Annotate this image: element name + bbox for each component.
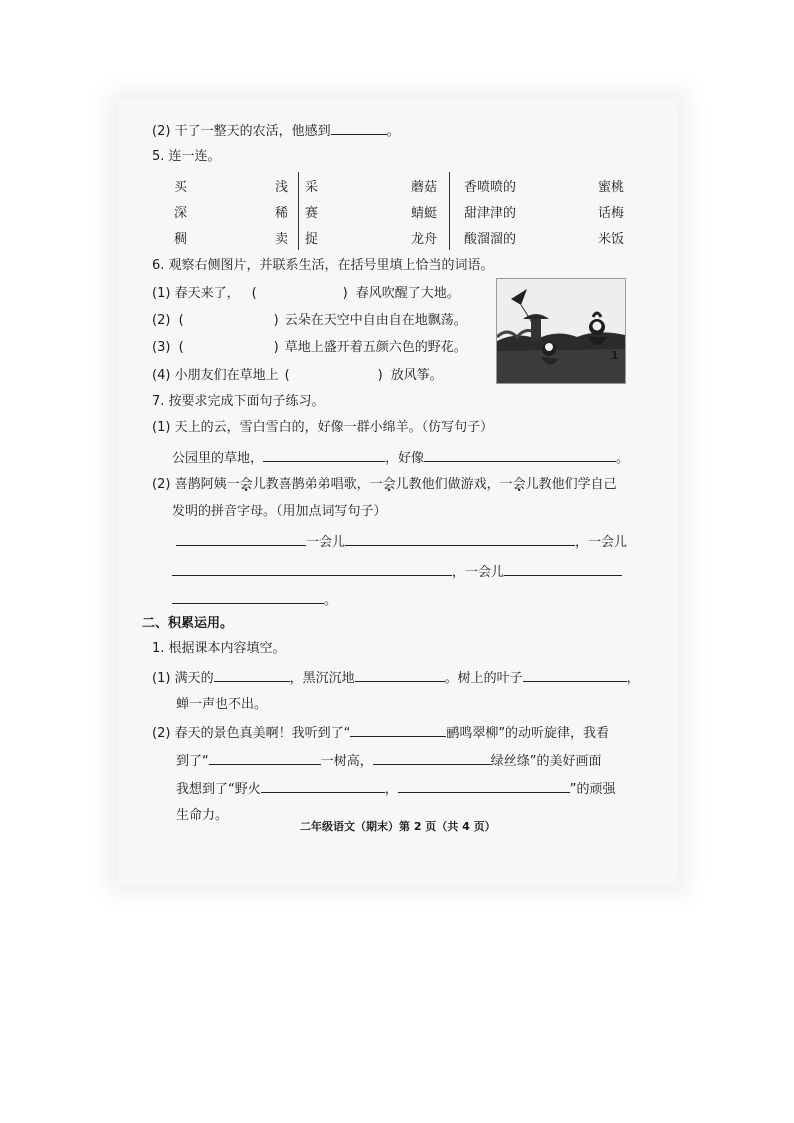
section-2-item-2	[152, 722, 609, 744]
match-word[interactable]: 卖	[274, 231, 288, 247]
item-text: 天上的云，雪白雪白的，好像一群小绵羊。（仿写句子）	[174, 420, 494, 435]
fill-text: 。	[324, 593, 338, 608]
section-2-q1-title: 1. 根据课本内容填空。	[152, 641, 286, 656]
paren-close: )	[342, 286, 348, 301]
answer-blank[interactable]	[398, 778, 570, 793]
picture-number: 1	[611, 349, 619, 362]
match-word[interactable]: 采	[299, 172, 388, 198]
match-word[interactable]: 蜜桃	[597, 179, 624, 195]
spring-kite-picture	[496, 278, 626, 384]
item-text: 春风吹醒了大地。	[355, 286, 460, 301]
item-text: 教喜鹊弟弟唱歌，	[265, 477, 370, 492]
match-row	[170, 198, 624, 224]
item-text: ，	[626, 671, 640, 686]
item-number: (2)	[152, 726, 171, 741]
answer-blank[interactable]	[355, 667, 445, 682]
match-row	[170, 224, 624, 250]
fill-text: ，一会儿	[575, 535, 628, 550]
match-word[interactable]: 赛	[299, 198, 388, 224]
match-word[interactable]: 蘑菇	[410, 179, 437, 195]
item-number: (3)	[152, 340, 171, 355]
q7-item-2-answer-line3	[172, 589, 337, 611]
q7-item-1-fill	[172, 447, 629, 469]
answer-blank[interactable]	[263, 447, 385, 462]
item-text: 鹂鸣翠柳”的动听旋律，我看	[446, 726, 610, 741]
item-text: 教他们学自己	[538, 477, 617, 492]
item-text: 云朵在天空中自由自在地飘荡。	[284, 313, 467, 328]
dotted-word: 一会儿	[499, 477, 539, 492]
item-text: 喜鹊阿姨	[174, 477, 227, 492]
answer-blank[interactable]	[331, 120, 387, 135]
q7-item-2-answer-line1	[176, 531, 627, 553]
item-number: (4)	[152, 368, 171, 383]
fill-text: 。	[616, 451, 630, 466]
item-text: 到了“	[176, 754, 209, 769]
match-word[interactable]: 香喷喷的	[450, 172, 585, 198]
item-number: (2)	[152, 124, 171, 139]
section-2-title: 二、积累运用。	[142, 616, 234, 631]
fill-text: 一会儿	[306, 535, 346, 550]
match-word[interactable]: 话梅	[597, 205, 624, 221]
item-number: (1)	[152, 671, 171, 686]
dotted-word: 一会儿	[226, 477, 266, 492]
item-text: 春天的景色真美啊！我听到了“	[174, 726, 351, 741]
item-text: 教他们做游戏，	[408, 477, 500, 492]
match-word[interactable]: 深	[174, 205, 188, 221]
q6-item-4	[152, 366, 443, 386]
answer-blank[interactable]	[504, 561, 622, 576]
item-text: ，	[384, 782, 398, 797]
item-text: 放风筝。	[390, 368, 443, 383]
item-text: ”的顽强	[569, 782, 616, 797]
match-word[interactable]: 买	[174, 179, 188, 195]
match-word[interactable]: 米饭	[597, 231, 624, 247]
fill-text: ，一会儿	[452, 565, 505, 580]
paren-open: (	[284, 368, 290, 383]
answer-blank[interactable]	[523, 667, 627, 682]
match-word[interactable]: 龙舟	[410, 231, 437, 247]
item-number: (2)	[152, 477, 171, 492]
paren-close: )	[273, 340, 279, 355]
q4-item-2	[152, 120, 400, 142]
item-text: 满天的	[174, 671, 214, 686]
paren-open: (	[178, 313, 184, 328]
item-text: 我想到了“野火	[176, 782, 261, 797]
kite-scene-drawing	[497, 279, 625, 383]
fill-text: 公园里的草地，	[172, 451, 264, 466]
answer-blank[interactable]	[350, 722, 446, 737]
answer-blank[interactable]	[345, 531, 575, 546]
item-number: (2)	[152, 313, 171, 328]
match-word[interactable]: 捉	[299, 224, 388, 250]
q6-item-2	[152, 311, 467, 331]
match-word[interactable]: 蜻蜓	[410, 205, 437, 221]
match-word[interactable]: 甜津津的	[450, 198, 585, 224]
q7-title: 7. 按要求完成下面句子练习。	[152, 394, 325, 409]
q6-item-3	[152, 338, 467, 358]
paren-close: )	[273, 313, 279, 328]
page-footer: 二年级语文（期末）第 2 页（共 4 页）	[300, 820, 496, 833]
answer-blank[interactable]	[176, 531, 306, 546]
q6-item-1	[152, 284, 460, 304]
answer-blank[interactable]	[172, 561, 452, 576]
item-number: (1)	[152, 286, 171, 301]
item-text: 绿丝绦”的美好画面	[490, 754, 602, 769]
q7-item-2-answer-line2	[172, 561, 622, 583]
q6-title: 6. 观察右侧图片，并联系生活，在括号里填上恰当的词语。	[152, 258, 494, 273]
match-row	[170, 172, 624, 198]
match-word[interactable]: 稠	[174, 231, 188, 247]
answer-blank[interactable]	[261, 778, 385, 793]
item-text: 小朋友们在草地上	[174, 368, 279, 383]
section-2-item-2-line2	[176, 750, 602, 772]
section-2-item-2-line3	[176, 778, 616, 800]
q5-match-table	[170, 172, 624, 250]
match-word[interactable]: 浅	[274, 179, 288, 195]
item-number: (1)	[152, 420, 171, 435]
section-2-item-1	[152, 667, 640, 689]
item-text: 春天来了，	[174, 286, 240, 301]
dotted-word: 一会儿	[369, 477, 409, 492]
answer-blank[interactable]	[373, 750, 491, 765]
section-2-item-2-line4: 生命力。	[176, 808, 229, 823]
answer-blank[interactable]	[424, 447, 616, 462]
answer-blank[interactable]	[172, 589, 324, 604]
section-2-item-1-line2: 蝉一声也不出。	[176, 697, 268, 712]
match-word[interactable]: 酸溜溜的	[450, 224, 585, 250]
item-text-end: 。	[386, 124, 400, 139]
item-text: 一树高，	[320, 754, 373, 769]
item-text: 干了一整天的农活，他感到	[174, 124, 331, 139]
paren-open: (	[178, 340, 184, 355]
q7-item-1	[152, 418, 493, 438]
q7-item-2-line2: 发明的拼音字母。（用加点词写句子）	[172, 504, 387, 519]
q7-item-2	[152, 475, 617, 495]
item-text: 。树上的叶子	[444, 671, 523, 686]
answer-blank[interactable]	[209, 750, 321, 765]
match-word[interactable]: 稀	[274, 205, 288, 221]
paren-close: )	[377, 368, 383, 383]
answer-blank[interactable]	[214, 667, 290, 682]
item-text: ，黑沉沉地	[289, 671, 355, 686]
fill-text: ，好像	[385, 451, 425, 466]
paren-open: (	[251, 286, 257, 301]
item-text: 草地上盛开着五颜六色的野花。	[284, 340, 467, 355]
q5-title: 5. 连一连。	[152, 149, 221, 164]
